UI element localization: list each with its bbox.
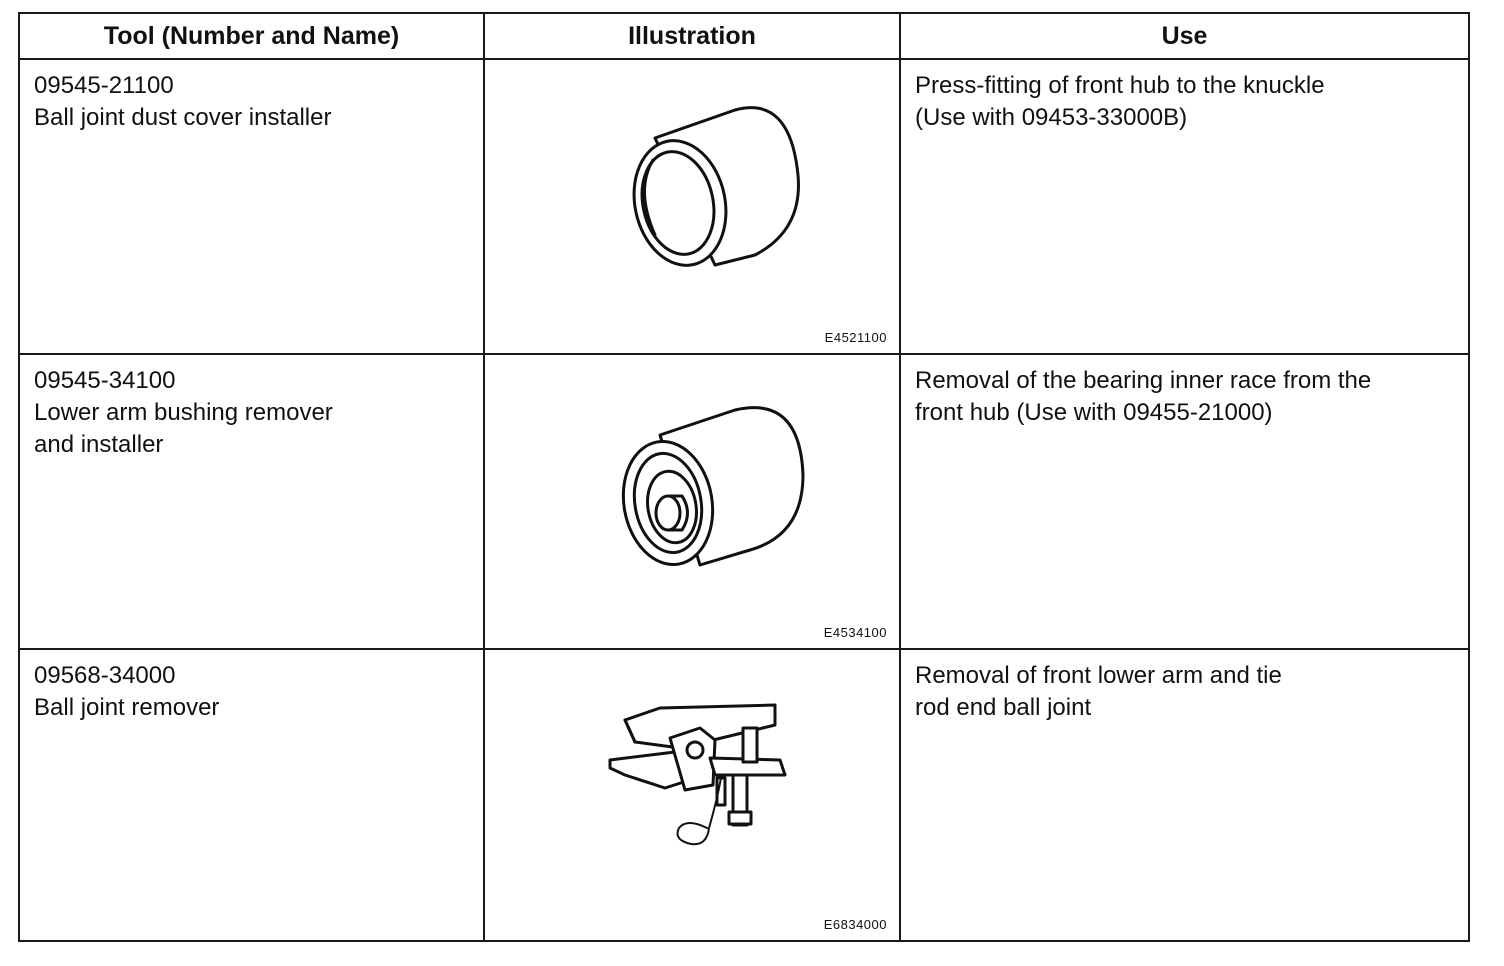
tool-number: 09545-21100 xyxy=(34,72,174,99)
tool-name: Ball joint dust cover installer xyxy=(34,104,332,131)
use-text: rod end ball joint xyxy=(915,694,1092,721)
use-cell xyxy=(900,59,1469,354)
use-text: Press-fitting of front hub to the knuckle xyxy=(915,72,1325,99)
use-text: (Use with 09453-33000B) xyxy=(915,104,1188,131)
use-text: Removal of front lower arm and tie xyxy=(915,662,1282,689)
figure-code: E4521100 xyxy=(824,330,887,345)
tool-number: 09545-34100 xyxy=(34,367,176,394)
tool-name: and installer xyxy=(34,431,164,458)
table-row xyxy=(19,649,1469,941)
tool-cell xyxy=(19,59,484,354)
tool-number: 09568-34000 xyxy=(34,662,176,689)
illustration-cell xyxy=(484,354,900,649)
header-illustration: Illustration xyxy=(484,13,900,59)
use-text: Removal of the bearing inner race from the xyxy=(915,367,1372,394)
tool-name: Lower arm bushing remover xyxy=(34,399,333,426)
figure-code: E6834000 xyxy=(823,917,887,932)
illustration-cell xyxy=(484,649,900,941)
table-row xyxy=(19,354,1469,649)
table-row xyxy=(19,59,1469,354)
tool-name: Ball joint remover xyxy=(34,694,220,721)
illustration-cell xyxy=(484,59,900,354)
table-header-row xyxy=(19,13,1469,59)
figure-code: E4534100 xyxy=(823,625,887,640)
special-tools-table xyxy=(18,12,1470,942)
tool-cell xyxy=(19,354,484,649)
lower-arm-bushing-remover-icon xyxy=(485,355,901,648)
tool-cell xyxy=(19,649,484,941)
header-tool: Tool (Number and Name) xyxy=(19,13,484,59)
ball-joint-remover-icon xyxy=(485,650,901,940)
use-text: front hub (Use with 09455-21000) xyxy=(915,399,1273,426)
use-cell xyxy=(900,649,1469,941)
ball-joint-dust-cover-installer-icon xyxy=(485,60,901,353)
use-cell xyxy=(900,354,1469,649)
header-use: Use xyxy=(900,13,1469,59)
